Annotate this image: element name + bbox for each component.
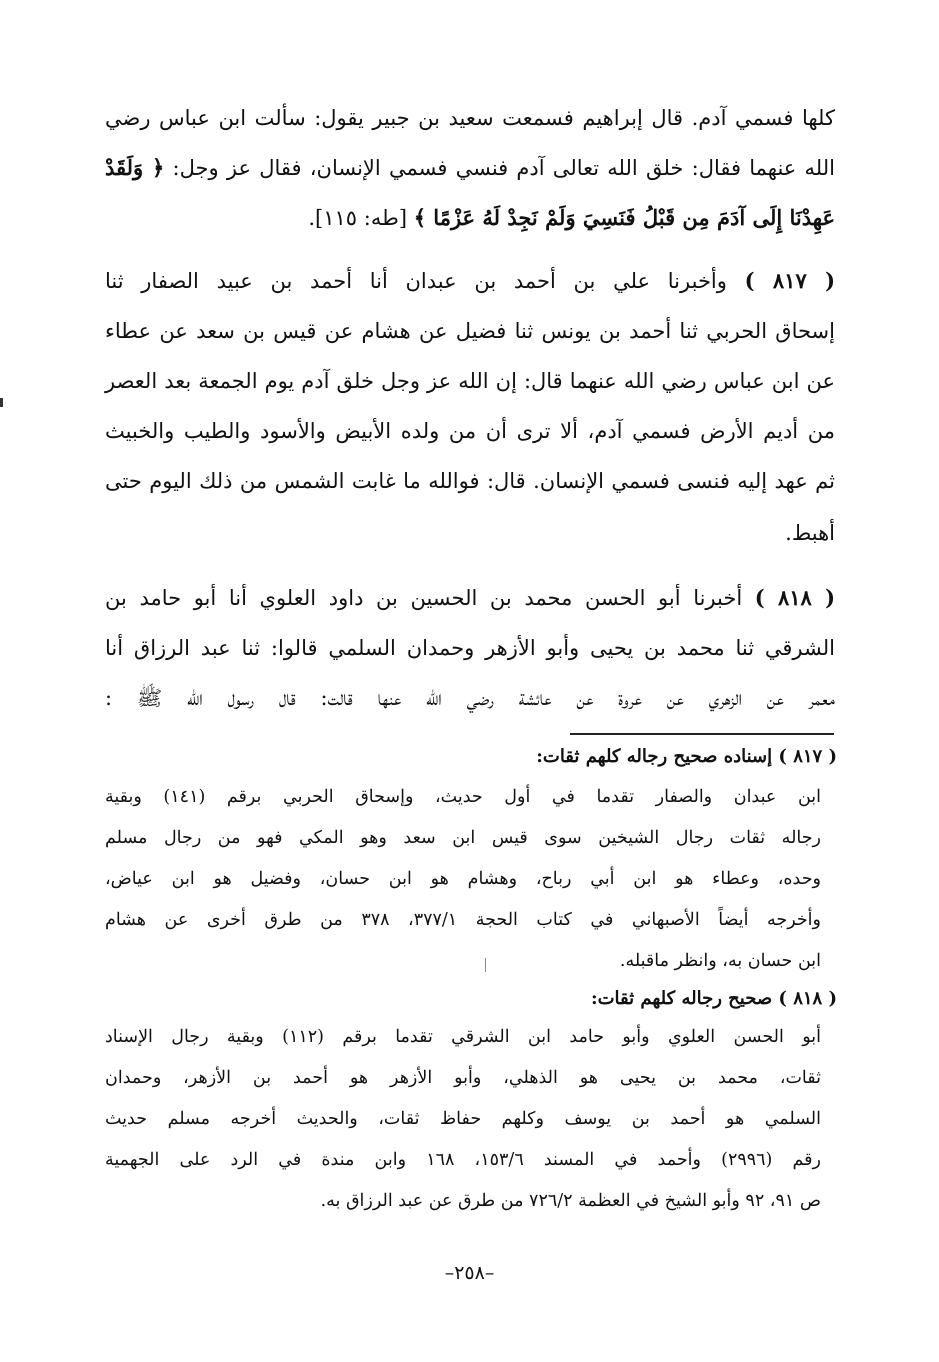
footnote-817-line: رجاله ثقات رجال الشيخين سوى قيس ابن سعد وهو المكي فهو من رجال مسلم <box>105 828 821 848</box>
hadith-817-line: إسحاق الحربي ثنا أحمد بن يونس ثنا فضيل عن هشام عن قيس بن سعد عن عطاء <box>105 319 835 343</box>
hadith-817-line: عن ابن عباس رضي الله عنهما قال: إن الله عز وجل خلق آدم يوم الجمعة بعد العصر <box>105 369 835 393</box>
quran-verse: عَهِدْنَا إِلَى آدَمَ مِن قَبْلُ فَنَسِيَ وَلَمْ نَجِدْ لَهُ عَزْمًا ﴾ <box>413 205 835 230</box>
main-text-line <box>105 153 835 183</box>
scan-margin-mark <box>0 398 3 407</box>
footnote-817-line: وأخرجه أيضاً الأصبهاني في كتاب الحجة ٣٧٧/١، ٣٧٨ من طرق أخرى عن هشام <box>105 910 821 930</box>
footnote-818-line: ص ٩١، ٩٢ وأبو الشيخ في العظمة ٧٢٦/٢ من طرق عن عبد الرزاق به. <box>320 1191 821 1211</box>
main-text-line: كلها فسمي آدم. قال إبراهيم فسمعت سعيد بن جبير يقول: سألت ابن عباس رضي <box>105 106 835 130</box>
scan-stray-mark <box>485 958 486 972</box>
quran-reference: [طه: ١١٥]. <box>308 206 414 230</box>
hadith-text: وأخبرنا علي بن أحمد بن عبدان أنا أحمد بن عبيد الصفار ثنا <box>105 269 745 293</box>
hadith-818-line <box>105 583 835 613</box>
footnote-818-heading: ( ٨١٨ ) صحيح رجاله كلهم ثقات: <box>590 988 837 1009</box>
hadith-817-line: من أديم الأرض فسمي آدم، ألا ترى أن من ولده الأبيض والأسود والطيب والخبيث <box>105 419 835 443</box>
footnote-817-line: ابن حسان به، وانظر ماقبله. <box>619 951 821 971</box>
hadith-number: ( ٨١٨ ) <box>754 585 836 610</box>
footnote-817-heading: ( ٨١٧ ) إسناده صحيح رجاله كلهم ثقات: <box>536 746 837 767</box>
hadith-817-line: أهبط. <box>785 521 835 545</box>
footnote-818-line: السلمي هو أحمد بن يوسف وكلهم حفاظ ثقات، والحديث أخرجه مسلم حديث <box>105 1109 821 1129</box>
hadith-number: ( ٨١٧ ) <box>744 268 836 293</box>
footnote-divider <box>570 733 834 735</box>
footnote-818-line: رقم (٢٩٩٦) وأحمد في المسند ١٥٣/٦، ١٦٨ وابن مندة في الرد على الجهمية <box>105 1150 821 1170</box>
footnote-817-line: وحده، وعطاء هو ابن أبي رباح، وهشام هو ابن حسان، وفضيل هو ابن عياض، <box>105 869 821 889</box>
quran-verse-opening: ﴿ وَلَقَدْ <box>105 155 165 180</box>
hadith-818-line: معمر عن الزهري عن عروة عن عائشة رضي الله عنها قالت: قال رسول الله ﷺ : <box>105 686 835 710</box>
hadith-818-line: الشرقي ثنا محمد بن يحيى وأبو الأزهر وحمدان السلمي قالوا: ثنا عبد الرزاق أنا <box>105 636 835 660</box>
main-text-segment: الله عنهما فقال: خلق الله تعالى آدم فنسي فسمي الإنسان، فقال عز وجل: <box>164 156 835 180</box>
page-number: –٢٥٨– <box>444 1262 495 1284</box>
main-text-line <box>105 203 835 233</box>
hadith-817-line: ثم عهد إليه فنسى فسمي الإنسان. قال: فوالله ما غابت الشمس من ذلك اليوم حتى <box>105 469 835 493</box>
footnote-818-line: أبو الحسن العلوي وأبو حامد ابن الشرقي تقدما برقم (١١٢) وبقية رجال الإسناد <box>105 1027 821 1047</box>
hadith-817-line <box>105 266 835 296</box>
hadith-text: أخبرنا أبو الحسن محمد بن الحسين بن داود العلوي أنا أبو حامد بن <box>105 586 755 610</box>
footnote-817-line: ابن عبدان والصفار تقدما في أول حديث، وإسحاق الحربي برقم (١٤١) وبقية <box>105 787 821 807</box>
footnote-818-line: ثقات، محمد بن يحيى هو الذهلي، وأبو الأزهر هو أحمد بن الأزهر، وحمدان <box>105 1068 821 1088</box>
